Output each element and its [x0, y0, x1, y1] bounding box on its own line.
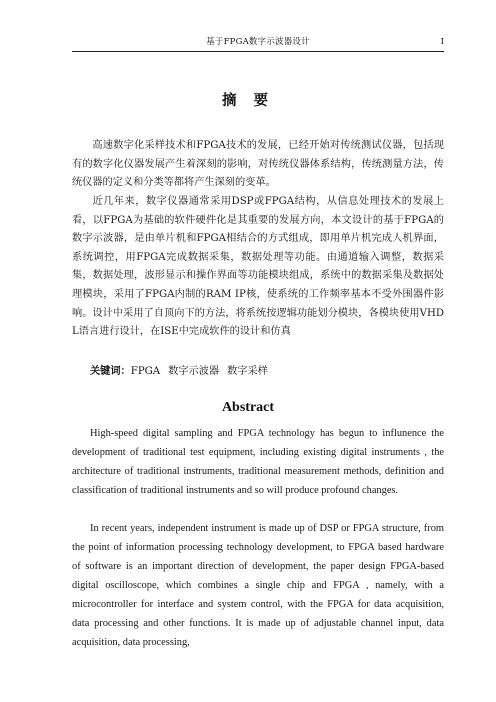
abstract-cn-paragraph-2: [72, 193, 444, 342]
abstract-en-paragraph-2: [72, 519, 444, 652]
abstract-en-title: Abstract: [221, 400, 275, 415]
running-header: [72, 36, 444, 50]
keyword-item: 数字采样: [227, 366, 268, 377]
paragraph-text: High-speed digital sampling and FPGA technology has begun to influnence the development of traditional test equipment, including existing digital instruments , the architecture of traditional instruments, traditional measurement methods, definition and classification of traditional instruments and so will produce profound changes.: [72, 428, 444, 496]
abstract-cn-paragraph-1: [72, 137, 444, 193]
header-page-number: I: [440, 37, 444, 47]
header-rule: [72, 51, 444, 52]
abstract-en-paragraph-1: [72, 424, 444, 500]
header-title: 基于FPGA数字示波器设计: [206, 37, 310, 47]
paragraph-text: 近几年来，数字仪器通常采用DSP或FPGA结构，从信息处理技术的发展上看，以FPGA为基础的软件硬件化是其重要的发展方向，本文设计的基于FPGA的数字示波器，是由单片机和FPGA相结合的方式组成，即用单片机完成人机界面，系统调控，用FPGA完成数据采集，数据处理等功能。由通道输入调整，数据采集，数据处理，波形显示和操作界面等功能模块组成，系统中的数据采集及数据处理模块，采用了FPGA内制的RAM IP核，使系统的工作频率基本不受外围器件影响。设计中采用了自顶向下的方法，将系统按逻辑功能划分模块，各模块使用VHDL语言进行设计，在ISE中完成软件的设计和仿真: [72, 196, 444, 338]
keywords-label: 关键词：: [90, 366, 131, 377]
keywords-line: [90, 363, 276, 381]
paragraph-text: 高速数字化采样技术和FPGA技术的发展，已经开始对传统测试仪器，包括现有的数字化仪器发展产生着深刻的影响，对传统仪器体系结构，传统测量方法，传统仪器的定义和分类等都将产生深刻的变革。: [72, 140, 444, 189]
keyword-item: 数字示波器: [168, 366, 220, 377]
paragraph-text: In recent years, independent instrument is made up of DSP or FPGA structure, from the point of information processing technology development, to FPGA based hardware of software is an important direction of development, the paper design FPGA-based digital oscilloscope, which combines a single chip and FPGA , namely, with a microcontroller for interface and system control, with the FPGA for data acquisition, data processing and other functions. It is made up of adjustable channel input, data acquisition, data processing,: [72, 523, 444, 648]
abstract-cn-title: 摘 要: [221, 93, 275, 109]
keyword-item: FPGA: [130, 366, 161, 377]
